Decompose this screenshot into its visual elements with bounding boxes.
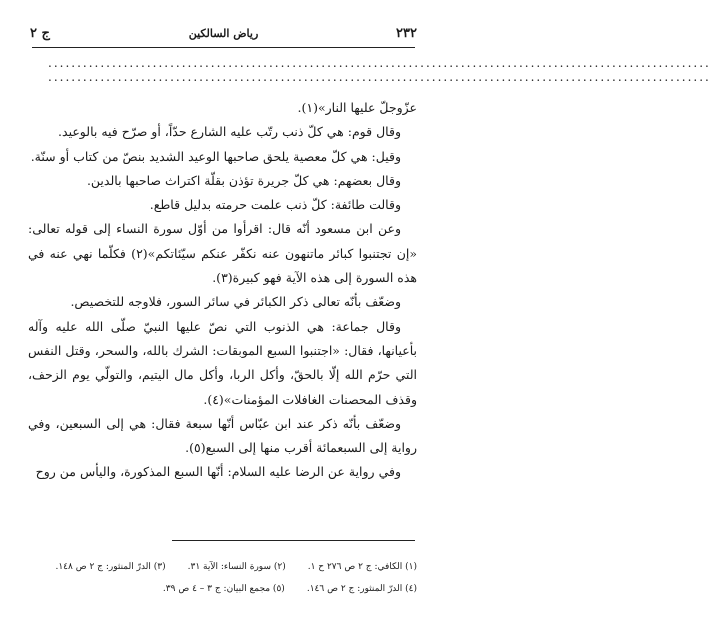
paragraph: وقيل: هي كلّ معصية يلحق صاحبها الوعيد الشديد بنصّ من كتاب أو سنّة.	[30, 148, 401, 164]
footnotes	[26, 556, 417, 600]
paragraph: وفي رواية عن الرضا عليه السلام: أنّها السبع المذكورة، واليأس من روح	[35, 464, 401, 480]
footnote-1: (١) الكافي: ج ٢ ص ٢٧٦ ح ١.	[307, 562, 417, 572]
paragraph: وقالت طائفة: كلّ ذنب علمت حرمته بدليل قاطع.	[149, 197, 401, 213]
page-number: ٢٣٢	[396, 25, 417, 41]
footnote-row	[26, 578, 417, 600]
footnote-5: (٥) مجمع البيان: ج ٣ – ٤ ص ٣٩.	[162, 584, 285, 594]
paragraph: وضعّف بأنّه ذكر عند ابن عبّاس أنّها سبعة فقال: هي إلى السبعين، وفي رواية إلى السبعمائة أقرب منها إلى السبع(٥).	[28, 415, 417, 456]
footnote-2: (٢) سورة النساء: الآية ٣١.	[187, 562, 286, 572]
volume-label: ج ٢	[30, 25, 50, 41]
dotted-line-2: ..................................................................................................................	[48, 70, 711, 84]
paragraph: وقال قوم: هي كلّ ذنب رتّب عليه الشارع حدّاً، أو صرّح فيه بالوعيد.	[58, 124, 401, 140]
book-title: رياض السالكين	[188, 26, 259, 40]
footnote-row	[26, 556, 417, 578]
page-header	[30, 22, 417, 44]
paragraph: وضعّف بأنّه تعالى ذكر الكبائر في سائر السور، فلاوجه للتخصيص.	[70, 294, 401, 310]
paragraph: عزّوجلّ عليها النار»(١).	[297, 100, 417, 115]
footnote-rule	[172, 540, 415, 541]
paragraph: وعن ابن مسعود أنّه قال: اقرأوا من أوّل سورة النساء إلى قوله تعالى: «إن تجتنبوا كبائر ماتنهون عنه نكفّر عنكم سيّئاتكم»(٢) فكلّما نهي عنه في هذه السورة إلى هذه الآية فهو كبيرة(٣).	[28, 221, 418, 286]
paragraph: وقال جماعة: هي الذنوب التي نصّ عليها النبيّ صلّى الله عليه وآله بأعيانها، فقال: «اجتنبوا السبع الموبقات: الشرك بالله، والسحر، وقتل النفس التي حرّم الله إلّا بالحقّ، وأكل الربا، وأكل مال اليتيم، والتولّي يوم الزحف، وقذف المحصنات الغافلات المؤمنات»(٤).	[28, 318, 417, 407]
paragraph: وقال بعضهم: هي كلّ جريرة تؤذن بقلّة اكتراث صاحبها بالدين.	[86, 172, 401, 188]
main-text	[28, 96, 417, 485]
header-rule	[32, 47, 415, 48]
footnote-4: (٤) الدرّ المنثور: ج ٢ ص ١٤٦.	[306, 584, 417, 594]
dotted-line-1: ..................................................................................................................	[48, 56, 711, 70]
footnote-3: (٣) الدرّ المنثور: ج ٢ ص ١٤٨.	[55, 562, 166, 572]
